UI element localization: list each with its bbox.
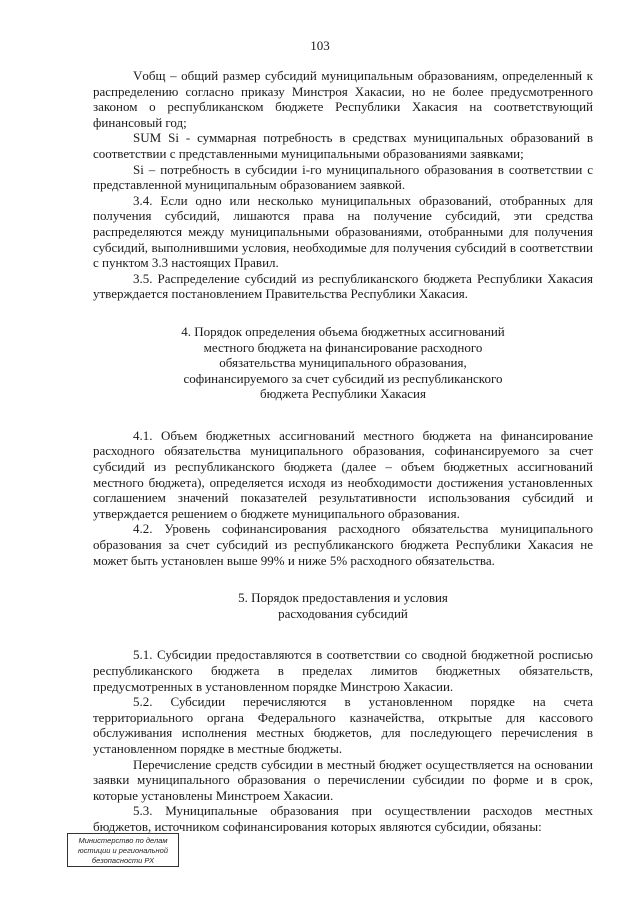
stamp-line: юстиции и региональной <box>77 846 169 855</box>
paragraph-sum-si: SUM Si - суммарная потребность в средствах муниципальных образований в соответствии с представленными муниципальными образованиями заявками; <box>93 130 593 161</box>
stamp-line: Министерство по делам <box>78 836 168 845</box>
section-5-heading <box>93 590 593 621</box>
paragraph-5-2: 5.2. Субсидии перечисляются в установленном порядке на счета территориального органа Федерального казначейства, открытые для кассового обслуживания исполнения местных бюджетов, для последующего перечисления в установленном порядке в местные бюджеты. <box>93 694 593 756</box>
heading-line: 5. Порядок предоставления и условия <box>238 590 448 606</box>
heading-line: бюджета Республики Хакасия <box>260 386 426 402</box>
heading-line: софинансируемого за счет субсидий из республиканского <box>183 370 503 386</box>
ministry-stamp <box>67 833 179 867</box>
paragraph-4-1: 4.1. Объем бюджетных ассигнований местного бюджета на финансирование расходного обязательства муниципального образования, софинансируемого за счет субсидий из республиканского бюджета (далее – объем бюджетных ассигнований местного бюджета), определяется исходя из необходимости достижения установленных соглашением значений показателей результативности использования субсидий и утверждается решением о бюджете муниципального образования. <box>93 427 593 521</box>
page-number: 103 <box>310 38 330 53</box>
paragraph-vobsh: Vобщ – общий размер субсидий муниципальным образованиям, определенный к распределению согласно приказу Минстроя Хакасии, но не более предусмотренного законом о республиканском бюджете Республики Хакасия на соответствующий финансовый год; <box>93 68 593 130</box>
stamp-line: безопасности РХ <box>91 856 155 865</box>
paragraph-5-1: 5.1. Субсидии предоставляются в соответствии со сводной бюджетной росписью республиканского бюджета в пределах лимитов бюджетных обязательств, предусмотренных в установленном порядке Минстрою Хакасии. <box>93 647 593 694</box>
paragraph-3-4: 3.4. Если одно или несколько муниципальных образований, отобранных для получения субсидий, лишаются права на получение субсидий, эти средства распределяются между муниципальными образованиями, отобранными для получения субсидий, выполнившими условия, необходимые для получения субсидий в соответствии с пунктом 3.3 настоящих Правил. <box>93 192 593 271</box>
paragraph-si: Si – потребность в субсидии i-го муниципального образования в соответствии с представленной муниципальным образованием заявкой. <box>93 161 593 193</box>
paragraph-transfer: Перечисление средств субсидии в местный бюджет осуществляется на основании заявки муниципального образования о перечислении субсидии по форме и в срок, которые установлены Минстроем Хакасии. <box>93 756 593 803</box>
paragraph-4-2: 4.2. Уровень софинансирования расходного обязательства муниципального образования за счет субсидий из республиканского бюджета Республики Хакасия не может быть установлен выше 99% и ниже 5% расходного обязательства. <box>93 521 593 568</box>
heading-line: местного бюджета на финансирование расходного <box>203 339 483 355</box>
heading-line: 4. Порядок определения объема бюджетных ассигнований <box>181 323 505 339</box>
document-body <box>93 68 593 835</box>
heading-line: расходования субсидий <box>278 605 408 621</box>
paragraph-5-3: 5.3. Муниципальные образования при осуществлении расходов местных бюджетов, источником софинансирования которых являются субсидии, обязаны: <box>93 803 593 834</box>
paragraph-3-5: 3.5. Распределение субсидий из республиканского бюджета Республики Хакасия утверждается постановлением Правительства Республики Хакасия. <box>93 270 593 302</box>
section-4-heading <box>93 324 593 402</box>
heading-line: обязательства муниципального образования, <box>219 355 467 371</box>
